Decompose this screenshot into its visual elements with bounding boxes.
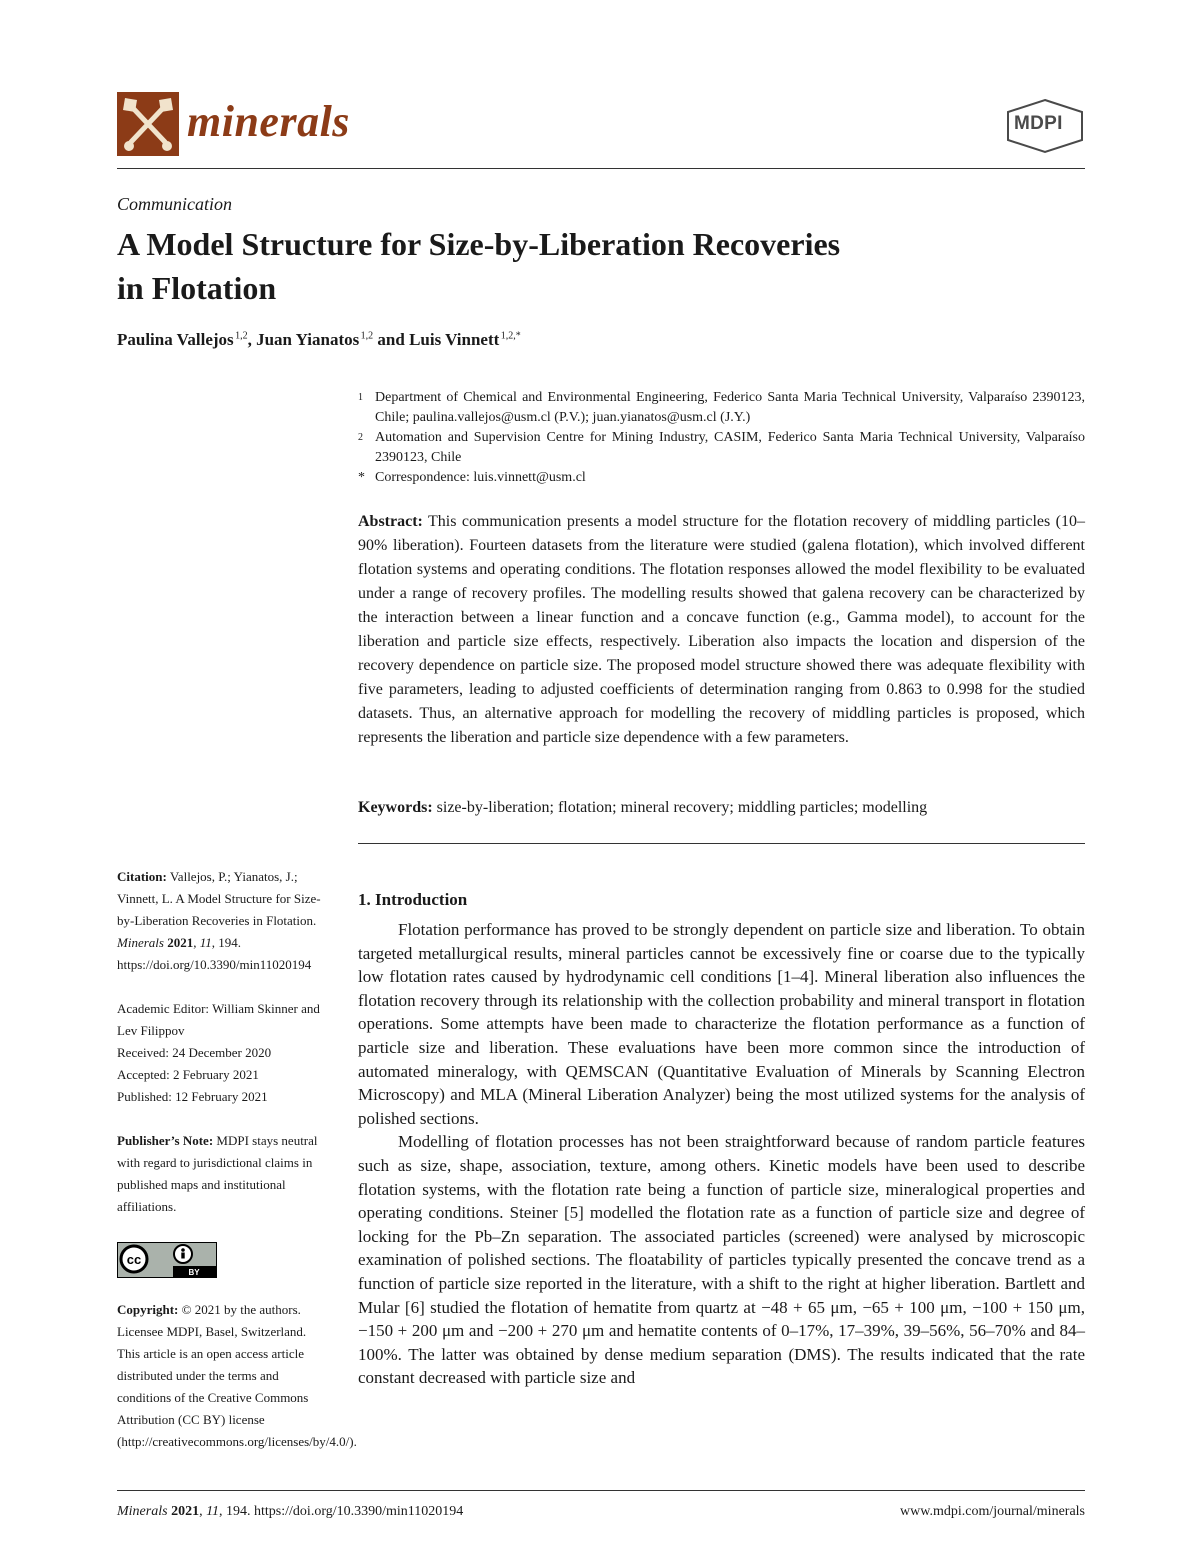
affiliation-text: Automation and Supervision Centre for Mining Industry, CASIM, Federico Santa Maria Technical University, Valparaíso 2390123, Chile bbox=[375, 430, 1085, 465]
footer-volume: 11 bbox=[206, 1504, 220, 1519]
citation-journal: Minerals bbox=[117, 935, 164, 950]
citation-volume: 11 bbox=[199, 935, 212, 950]
copyright-text: © 2021 by the authors. Licensee MDPI, Basel, Switzerland. This article is an open access article distributed under the terms and conditions of the Creative Commons Attribution (CC BY) license (http://creativecommons.org/licenses/by/4.0/). bbox=[117, 1302, 357, 1449]
copyright-label: Copyright: bbox=[117, 1302, 179, 1317]
citation-label: Citation: bbox=[117, 869, 167, 884]
cc-by-license-icon[interactable] bbox=[117, 1242, 217, 1278]
author-affiliation-mark: 1,2,* bbox=[500, 330, 521, 342]
title-line-2: in Flotation bbox=[117, 270, 277, 306]
author-list bbox=[117, 330, 521, 350]
section-body bbox=[358, 918, 1085, 1390]
footer-journal: Minerals bbox=[117, 1504, 168, 1519]
article-type: Communication bbox=[117, 194, 232, 214]
accepted-date: Accepted: 2 February 2021 bbox=[117, 1067, 259, 1082]
academic-editor: Academic Editor: William Skinner and Lev Filippov bbox=[117, 1001, 320, 1038]
abstract bbox=[358, 510, 1085, 750]
affiliation-mark: 1 bbox=[358, 392, 363, 403]
cc-badge-left-text: cc bbox=[126, 1252, 142, 1267]
footer-year: 2021 bbox=[171, 1504, 200, 1519]
journal-name: minerals bbox=[187, 97, 350, 146]
citation-page: , 194. bbox=[211, 935, 241, 950]
abstract-label: Abstract: bbox=[358, 513, 423, 530]
correspondence-text: Correspondence: luis.vinnett@usm.cl bbox=[375, 470, 586, 485]
received-date: Received: 24 December 2020 bbox=[117, 1045, 272, 1060]
author-separator: and bbox=[373, 330, 410, 349]
body-paragraph: Flotation performance has proved to be strongly dependent on particle size and liberation. To obtain targeted metallurgical results, mineral particles cannot be excessively fine or coarse due to the typically low flotation rates caused by hydrodynamic cell conditions [1–4]. Mineral liberation also influences the flotation recovery through its relationship with the collection probability and mineral transport in flotation operations. Some attempts have been made to characterize the flotation performance as a function of particle size and liberation. These evaluations have been more common since the introduction of automated mineralogy, with QEMSCAN (Quantitative Evaluation of Minerals by Scanning Electron Microscopy) and MLA (Mineral Liberation Analyzer) being the most utilized systems for the analysis of polished sections. bbox=[358, 920, 1085, 1128]
journal-logo-icon bbox=[117, 92, 179, 156]
affiliation-text: Department of Chemical and Environmental Engineering, Federico Santa Maria Technical University, Valparaíso 2390123, Chile; paulina.vallejos@usm.cl (P.V.); juan.yianatos@usm.cl (J.Y.) bbox=[375, 390, 1085, 425]
citation-block: Citation: Vallejos, P.; Yianatos, J.; Vinnett, L. A Model Structure for Size-by-Liberation Recoveries in Flotation. Minerals 2021, 11, 194. https://doi.org/10.3390/min11020194 bbox=[117, 869, 321, 972]
author-affiliation-mark: 1,2 bbox=[235, 330, 248, 342]
affiliations bbox=[358, 388, 1085, 488]
citation-doi-link[interactable]: https://doi.org/10.3390/min11020194 bbox=[117, 957, 312, 972]
cc-badge-right-text: BY bbox=[188, 1268, 200, 1277]
crossed-shovels-icon bbox=[117, 92, 179, 156]
header-divider bbox=[117, 168, 1085, 169]
footer-divider bbox=[117, 1490, 1085, 1491]
affiliation-mark: * bbox=[358, 470, 365, 485]
citation-year: 2021 bbox=[167, 935, 194, 950]
publisher-note-block bbox=[117, 1130, 329, 1218]
sidebar bbox=[117, 866, 357, 1475]
footer-journal-url[interactable]: www.mdpi.com/journal/minerals bbox=[900, 1504, 1085, 1519]
footer-citation: Minerals 2021, 11, 194. https://doi.org/10.3390/min11020194 bbox=[117, 1504, 464, 1519]
published-date: Published: 12 February 2021 bbox=[117, 1089, 268, 1104]
title-line-1: A Model Structure for Size-by-Liberation Recoveries bbox=[117, 226, 841, 262]
author-affiliation-mark: 1,2 bbox=[360, 330, 374, 342]
abstract-divider bbox=[358, 843, 1085, 844]
author-name: Juan Yianatos bbox=[256, 330, 360, 349]
dates-block bbox=[117, 998, 329, 1108]
article-title bbox=[117, 222, 1017, 310]
section-heading: 1. Introduction bbox=[358, 890, 468, 909]
mdpi-logo-text: MDPI bbox=[1014, 113, 1063, 134]
affiliation-item bbox=[358, 428, 1085, 468]
body-paragraph: Modelling of flotation processes has not been straightforward because of random particle features such as size, shape, association, texture, among others. Kinetic models have been used to describe flotation systems, with the flotation rate being a function of particle size, mineralogical properties and operating conditions. Steiner [5] modelled the flotation rate as a function of particle size and degree of locking for the Pb–Zn separation. The associated particles (screened) were analysed by microscopic examination of polished sections. The floatability of particles typically presented the concave trend as a function of particle size reported in the literature, with a shift to the right at higher liberation. Bartlett and Mular [6] studied the flotation of hematite from quartz at −48 + 65 μm, −65 + 100 μm, −100 + 150 μm, −150 + 200 μm and −200 + 270 μm and hematite contents of 0–17%, 17–39%, 39–56%, 56–70% and 84–100%. The latter was obtained by dense medium separation (DMS). The results indicated that the rate constant decreased with particle size and bbox=[358, 1132, 1085, 1388]
keywords-text: size-by-liberation; flotation; mineral recovery; middling particles; modelling bbox=[436, 799, 928, 816]
author-name: Paulina Vallejos bbox=[117, 330, 234, 349]
citation-text: Vallejos, P.; Yianatos, J.; Vinnett, L. A Model Structure for Size-by-Liberation Recoveries in Flotation. bbox=[117, 869, 321, 928]
abstract-text: This communication presents a model structure for the flotation recovery of middling particles (10–90% liberation). Fourteen datasets from the literature were studied (galena flotation), which involved different flotation systems and operating conditions. The flotation responses allowed the model flexibility to be evaluated under a range of recovery profiles. The modelling results showed that galena recovery can be characterized by the interaction between a linear function and a concave function (e.g., Gamma model), to account for the liberation and particle size effects, respectively. Liberation also impacts the location and dispersion of the recovery dependence on particle size. The proposed model structure showed there was adequate flexibility with five parameters, leading to adjusted coefficients of determination ranging from 0.863 to 0.998 for the studied datasets. Thus, an alternative approach for modelling the recovery of middling particles is proposed, which represents the liberation and particle size dependence with a few parameters. bbox=[358, 513, 1085, 746]
publisher-note-text: MDPI stays neutral with regard to jurisdictional claims in published maps and institutional affiliations. bbox=[117, 1133, 318, 1214]
keywords bbox=[358, 796, 1085, 820]
copyright-block bbox=[117, 1299, 357, 1453]
footer-doi: , 194. https://doi.org/10.3390/min11020194 bbox=[219, 1504, 464, 1519]
affiliation-item bbox=[358, 468, 1085, 488]
keywords-label: Keywords: bbox=[358, 799, 433, 816]
publisher-note-label: Publisher’s Note: bbox=[117, 1133, 214, 1148]
author-separator: , bbox=[247, 330, 257, 349]
affiliation-mark: 2 bbox=[358, 432, 363, 443]
author-name: Luis Vinnett bbox=[409, 330, 500, 349]
affiliation-item bbox=[358, 388, 1085, 428]
